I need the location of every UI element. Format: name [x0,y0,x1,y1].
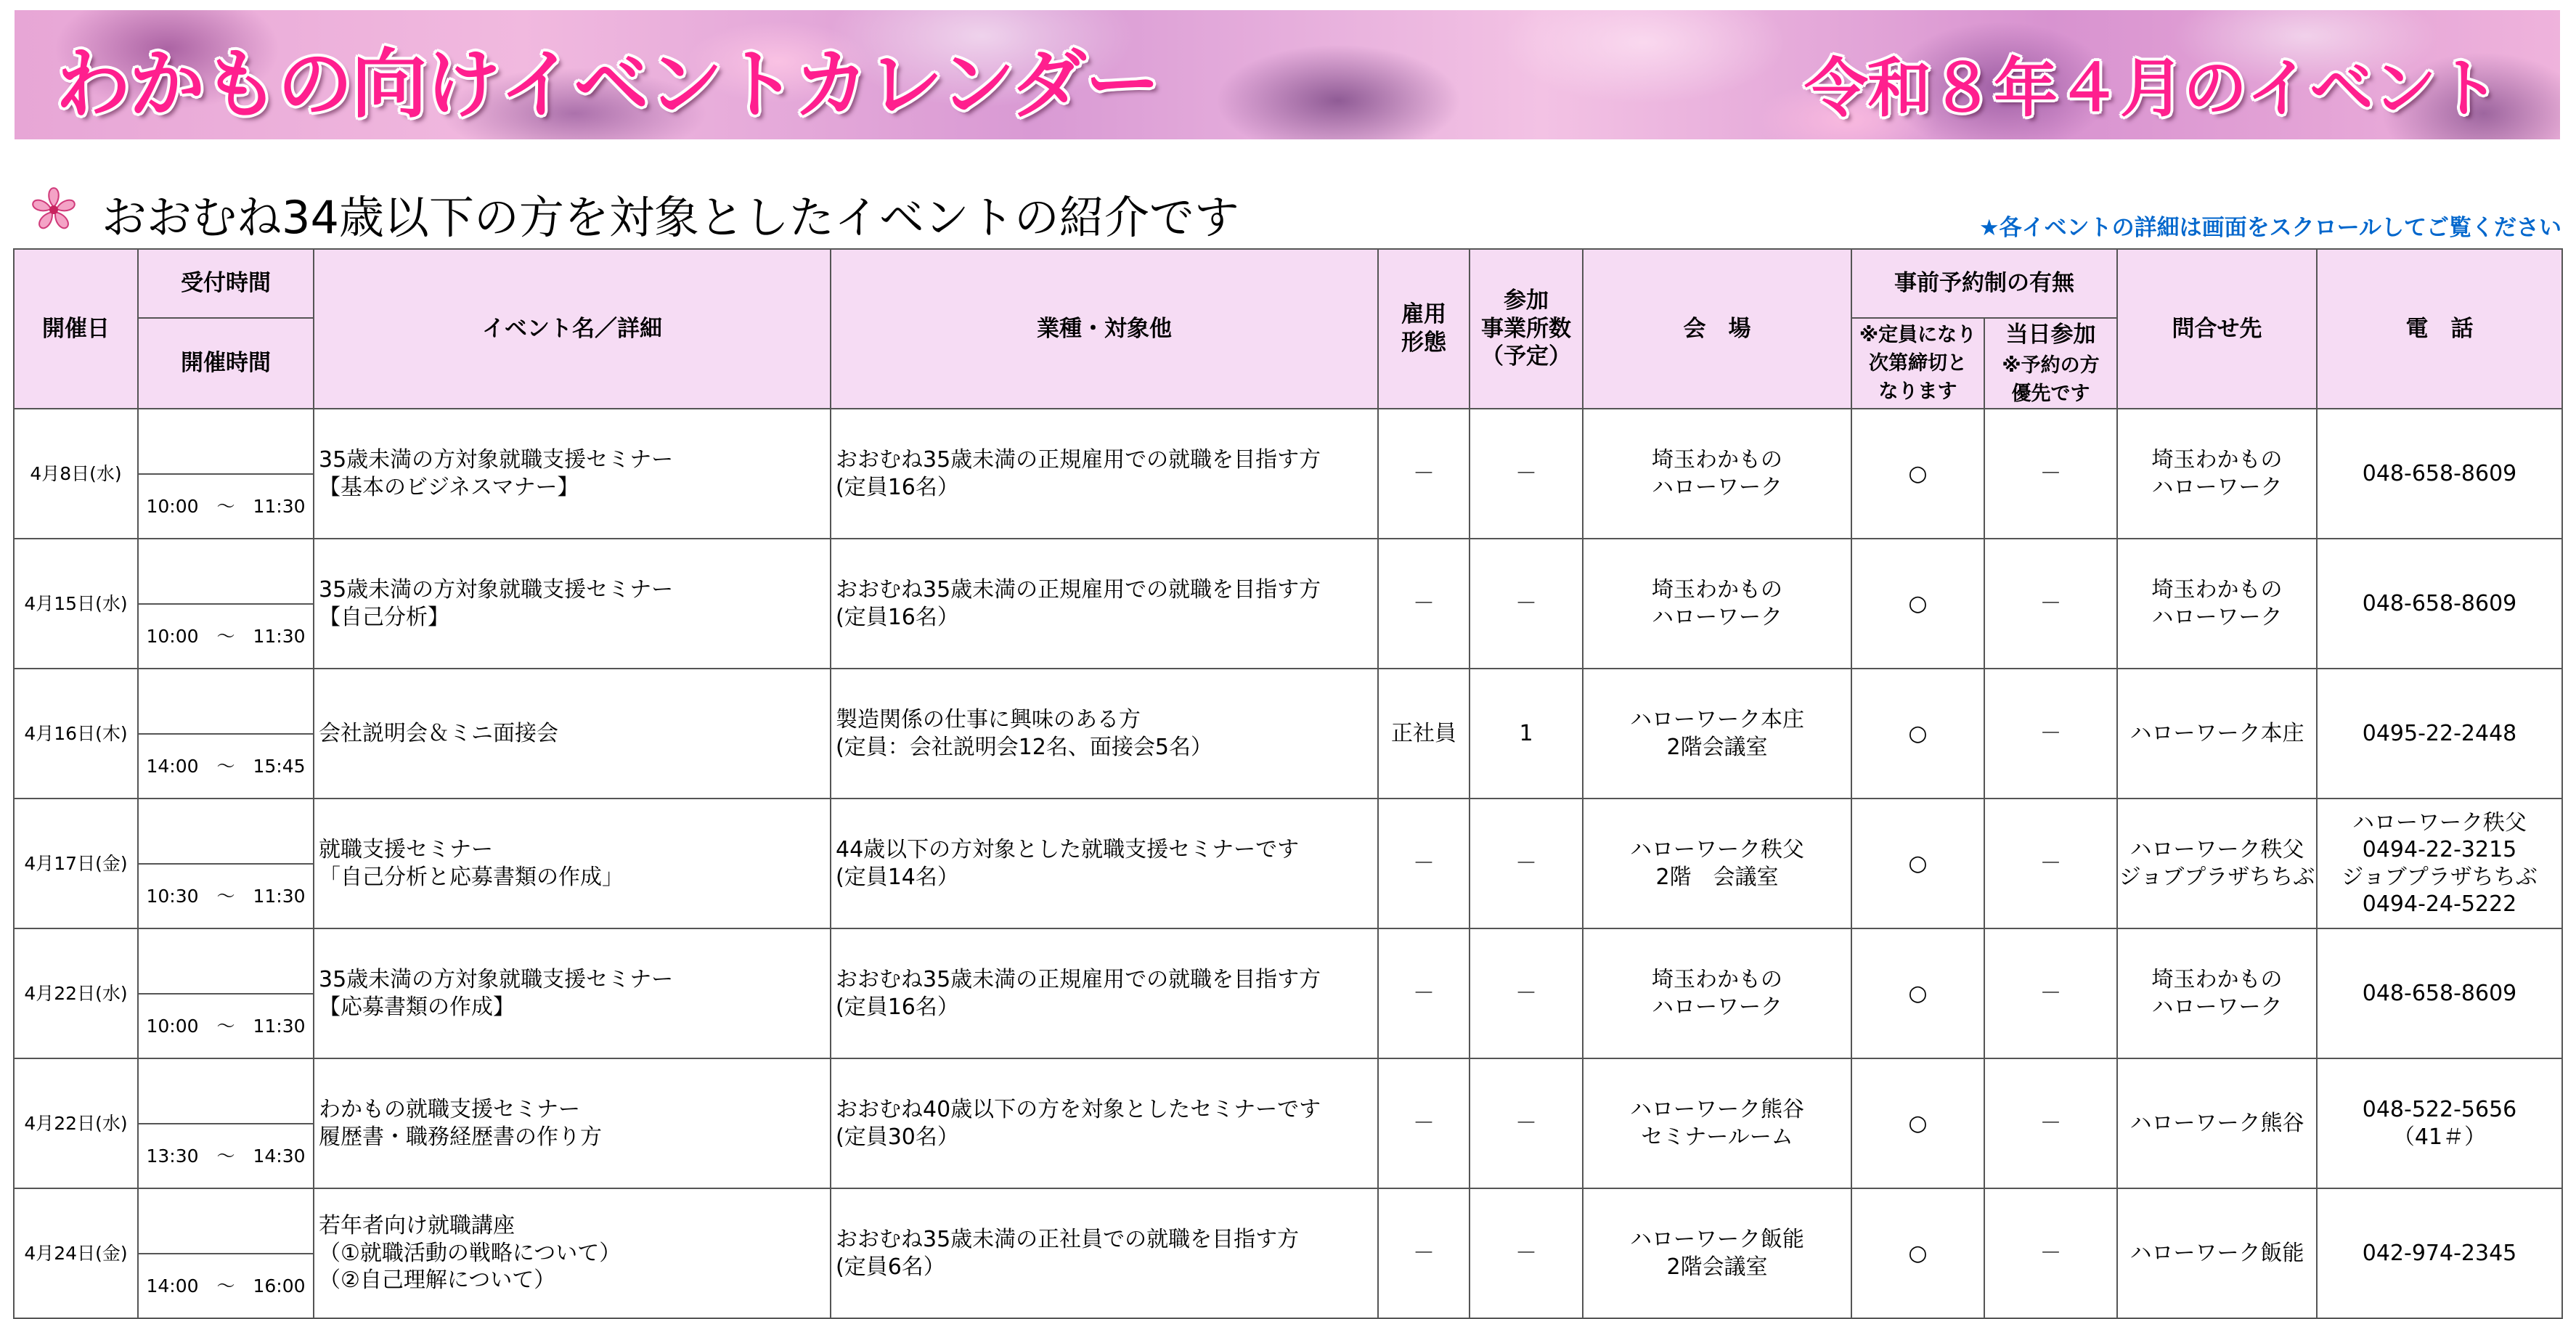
event-name-line1: 35歳未満の方対象就職支援セミナー [319,447,674,473]
venue-cell [1583,1188,1851,1318]
event-date: 4月8日(水) [14,409,138,539]
header-same-day [1984,318,2117,409]
company-count: － [1470,928,1583,1058]
reservation-mark: ○ [1851,1188,1984,1318]
header-venue: 会 場 [1583,249,1851,409]
header-participants-l2: 事業所数 [1481,315,1571,342]
venue-line1: ハローワーク本庄 [1630,707,1804,733]
header-sameday-l3: 優先です [2011,383,2090,406]
time-cell [138,409,314,539]
event-name-line2: 【応募書類の作成】 [319,994,515,1020]
reservation-mark: ○ [1851,539,1984,669]
contact-cell [2117,928,2317,1058]
venue-line2: 2階会議室 [1666,734,1768,760]
event-name-line1: 就職支援セミナー [319,837,493,863]
target-cell [831,928,1378,1058]
venue-line2: ハローワーク [1652,994,1782,1020]
event-name-cell [314,799,831,928]
event-name-line1: わかもの就職支援セミナー [319,1097,580,1123]
event-time: 14:00 ～ 16:00 [146,1275,306,1296]
phone-number: 048-658-8609 [2362,980,2517,1006]
company-count: － [1470,409,1583,539]
contact-cell [2117,409,2317,539]
contact-cell [2117,669,2317,799]
header-reception: 受付時間 [138,249,314,318]
reception-time [139,669,313,735]
venue-line2: ハローワーク [1652,604,1782,630]
venue-line1: ハローワーク熊谷 [1630,1097,1804,1123]
event-table [13,248,2563,1319]
contact-line2: ハローワーク [2151,604,2283,630]
event-date: 4月22日(水) [14,928,138,1058]
event-name-line1: 35歳未満の方対象就職支援セミナー [319,577,674,603]
target-line2: (定員16名） [836,474,959,500]
target-cell [831,409,1378,539]
phone-number: 048-658-8609 [2362,590,2517,616]
venue-line1: 埼玉わかもの [1652,967,1782,993]
header-employment [1378,249,1470,409]
target-cell [831,1058,1378,1188]
time-cell [138,799,314,928]
cherry-blossom-icon [28,183,80,235]
time-cell [138,669,314,799]
header-contact: 問合せ先 [2117,249,2317,409]
contact-line1: ハローワーク熊谷 [2129,1110,2304,1136]
employment-type: 正社員 [1378,669,1470,799]
header-industry: 業種・対象他 [831,249,1378,409]
event-name-line2: 【自己分析】 [319,604,449,630]
table-row [14,799,2562,928]
header-reservation: 事前予約制の有無 [1851,249,2117,318]
target-cell [831,1188,1378,1318]
phone-cell [2317,1058,2562,1188]
same-day-mark: － [1984,1188,2117,1318]
target-line2: (定員16名） [836,994,959,1020]
venue-line1: ハローワーク秩父 [1630,837,1804,863]
phone-line3: ジョブプラザちちぶ [2341,864,2538,890]
event-date: 4月24日(金) [14,1188,138,1318]
header-participants-l1: 参加 [1504,287,1549,314]
event-name-cell [314,1058,831,1188]
table-row [14,1058,2562,1188]
target-line2: (定員14名） [836,864,959,890]
phone-line4: 0494-24-5222 [2362,891,2517,918]
phone-cell [2317,669,2562,799]
target-line1: 製造関係の仕事に興味のある方 [836,707,1141,733]
contact-line1: 埼玉わかもの [2151,577,2283,603]
event-name-cell [314,928,831,1058]
venue-cell [1583,669,1851,799]
target-cell [831,799,1378,928]
time-cell [138,539,314,669]
same-day-mark: － [1984,928,2117,1058]
header-employment-l1: 雇用 [1401,301,1446,328]
venue-cell [1583,799,1851,928]
calendar-banner [15,10,2560,139]
target-line2: (定員16名） [836,604,959,630]
employment-type: － [1378,409,1470,539]
reception-time [139,409,313,475]
event-name-line1: 会社説明会＆ミニ面接会 [319,720,558,746]
employment-type: － [1378,1188,1470,1318]
phone-cell [2317,1188,2562,1318]
phone-cell [2317,799,2562,928]
event-name-line2: 【基本のビジネスマナー】 [319,474,579,500]
company-count: 1 [1470,669,1583,799]
target-line1: 44歳以下の方対象とした就職支援セミナーです [836,837,1300,863]
target-line1: おおむね35歳未満の正規雇用での就職を目指す方 [836,447,1321,473]
venue-cell [1583,409,1851,539]
banner-month: 令和８年４月のイベント [1803,51,2499,126]
header-res-a-l2: 次第締切と [1869,352,1967,375]
event-date: 4月17日(金) [14,799,138,928]
contact-line2: ジョブプラザちちぶ [2119,864,2315,890]
venue-cell [1583,928,1851,1058]
event-name-line1: 35歳未満の方対象就職支援セミナー [319,967,674,993]
phone-line3: （41＃） [2392,1124,2487,1150]
time-cell [138,1188,314,1318]
venue-line2: 2階 会議室 [1655,864,1779,890]
header-reservation-required [1851,318,1984,409]
header-sameday-l2: ※予約の方 [2002,354,2100,377]
venue-line1: ハローワーク飯能 [1630,1227,1804,1253]
event-date: 4月15日(水) [14,539,138,669]
contact-line1: ハローワーク秩父 [2129,837,2304,863]
company-count: － [1470,539,1583,669]
same-day-mark: － [1984,539,2117,669]
event-time: 10:00 ～ 11:30 [146,625,306,647]
contact-cell [2117,539,2317,669]
event-name-line3: （②自己理解について） [319,1267,556,1294]
reservation-mark: ○ [1851,669,1984,799]
contact-line1: 埼玉わかもの [2151,967,2283,993]
header-event-name: イベント名／詳細 [314,249,831,409]
event-time: 10:00 ～ 11:30 [146,1015,306,1037]
header-sameday-l1: 当日参加 [2005,322,2096,348]
venue-line2: ハローワーク [1652,474,1782,500]
header-phone: 電 話 [2317,249,2562,409]
same-day-mark: － [1984,409,2117,539]
reservation-mark: ○ [1851,409,1984,539]
phone-cell [2317,928,2562,1058]
venue-line1: 埼玉わかもの [1652,577,1782,603]
target-cell [831,669,1378,799]
contact-line1: ハローワーク本庄 [2129,720,2304,746]
phone-number: 048-658-8609 [2362,460,2517,486]
table-row [14,669,2562,799]
time-cell [138,928,314,1058]
contact-line2: ハローワーク [2151,994,2283,1020]
phone-line1: ハローワーク秩父 [2352,809,2527,836]
same-day-mark: － [1984,1058,2117,1188]
reception-time [139,1189,313,1254]
table-row [14,928,2562,1058]
header-employment-l2: 形態 [1401,330,1446,356]
event-name-line2: 履歴書・職務経歴書の作り方 [319,1124,602,1150]
phone-number: 042-974-2345 [2362,1240,2517,1266]
contact-line1: 埼玉わかもの [2151,447,2283,473]
header-res-a-l3: なります [1878,380,1957,404]
target-line2: (定員6名） [836,1254,945,1280]
venue-line1: 埼玉わかもの [1652,447,1782,473]
event-date: 4月16日(木) [14,669,138,799]
venue-line2: 2階会議室 [1666,1254,1768,1280]
phone-number: 0495-22-2448 [2362,720,2517,746]
header-date: 開催日 [14,249,138,409]
event-time: 14:00 ～ 15:45 [146,755,306,777]
event-name-line2: 「自己分析と応募書類の作成」 [319,864,624,890]
event-name-line2: （①就職活動の戦略について） [319,1240,621,1266]
reception-time [139,799,313,865]
employment-type: － [1378,928,1470,1058]
event-time: 13:30 ～ 14:30 [146,1145,306,1167]
reception-time [139,539,313,605]
reservation-mark: ○ [1851,799,1984,928]
phone-cell [2317,539,2562,669]
event-name-cell [314,409,831,539]
employment-type: － [1378,539,1470,669]
venue-line2: セミナールーム [1641,1124,1793,1150]
event-time: 10:30 ～ 11:30 [146,885,306,907]
event-name-cell [314,1188,831,1318]
contact-cell [2117,1058,2317,1188]
reception-time [139,929,313,995]
same-day-mark: － [1984,799,2117,928]
contact-cell [2117,1188,2317,1318]
phone-number: 048-522-5656 [2362,1097,2517,1123]
target-line2: (定員30名） [836,1124,959,1150]
same-day-mark: － [1984,669,2117,799]
company-count: － [1470,1188,1583,1318]
target-line1: おおむね35歳未満の正社員での就職を目指す方 [836,1227,1300,1253]
employment-type: － [1378,799,1470,928]
header-res-a-l1: ※定員になり [1859,323,1977,346]
target-line2: (定員：会社説明会12名、面接会5名） [836,734,1212,760]
time-cell [138,1058,314,1188]
event-date: 4月22日(水) [14,1058,138,1188]
target-line1: おおむね35歳未満の正規雇用での就職を目指す方 [836,577,1321,603]
table-row [14,409,2562,539]
event-name-cell [314,669,831,799]
target-cell [831,539,1378,669]
event-time: 10:00 ～ 11:30 [146,495,306,517]
banner-title: わかもの向けイベントカレンダー [55,40,1159,128]
phone-cell [2317,409,2562,539]
venue-cell [1583,539,1851,669]
phone-number: 0494-22-3215 [2362,837,2517,863]
intro-text: おおむね34歳以下の方を対象としたイベントの紹介です [102,191,1239,244]
target-line1: おおむね35歳未満の正規雇用での就職を目指す方 [836,967,1321,993]
header-participants-l3: （予定） [1481,343,1571,370]
header-participants [1470,249,1583,409]
company-count: － [1470,1058,1583,1188]
scroll-note: ★各イベントの詳細は画面をスクロールしてご覧ください [1978,215,2561,241]
reception-time [139,1059,313,1124]
contact-line1: ハローワーク飯能 [2129,1240,2304,1266]
header-event-time: 開催時間 [138,318,314,409]
company-count: － [1470,799,1583,928]
contact-cell [2117,799,2317,928]
reservation-mark: ○ [1851,928,1984,1058]
employment-type: － [1378,1058,1470,1188]
event-name-line1: 若年者向け就職講座 [319,1213,515,1239]
reservation-mark: ○ [1851,1058,1984,1188]
table-row [14,1188,2562,1318]
venue-cell [1583,1058,1851,1188]
table-row [14,539,2562,669]
target-line1: おおむね40歳以下の方を対象としたセミナーです [836,1097,1321,1123]
event-name-cell [314,539,831,669]
contact-line2: ハローワーク [2151,474,2283,500]
